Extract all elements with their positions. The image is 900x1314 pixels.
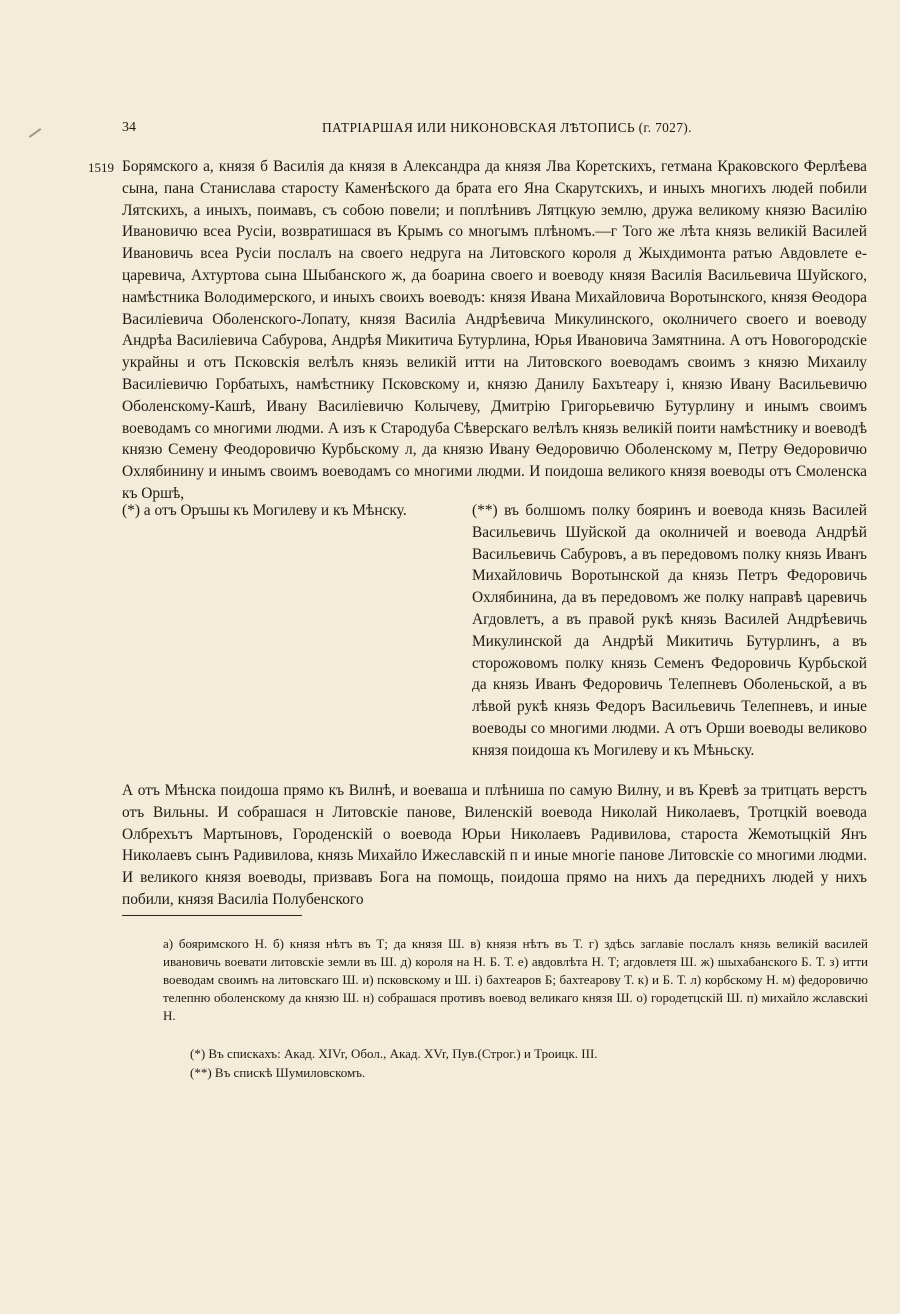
source-notes	[190, 1045, 870, 1082]
page-header	[122, 120, 860, 142]
main-paragraph: Борямского а, князя б Василія да князя в Александра да князя Лва Коретскихъ, гетмана Краковского Ферлѣева сына, пана Станислава старосту Каменѣского да брата его Яна Скарутскихъ, и иныхъ многихъ людей побили Лятскихъ, а иныхъ, поимавъ, съ собою повели; и поплѣнивъ Лятцкую землю, дружа великому князю Василію Ивановичю всеа Русіи, возвратишася въ Крымъ со многымъ плѣномъ.—г Того же лѣта князь великій Василей Ивановичь всеа Русіи послалъ на своего недруга на Литовского короля д Жыхдимонта ратью Авдовлете е-царевича, Ахтуртова сына Шыбанского ж, да боарина своего и воеводу князя Василія Васильевича Шуйского, намѣстника Володимерского, и иныхъ своихъ воеводъ: князя Ивана Михайловича Воротынского, князя Ѳеодора Василіевича Оболенского-Лопату, князя Василіа Андрѣевича Микулинского, околничего своего и воеводу Андрѣа Василіевича Сабурова, Андрѣя Микитича Бутурлина, Юрья Ивановича Замятнина. А отъ Новогородскіе украйны и отъ Псковскія велѣлъ князь великій итти на Литовского воеводамъ своимъ з князю Михаилу Василіевичю Горбатыхъ, намѣстнику Псковскому и, князю Данилу Бахътеару і, князю Ивану Васильевичю Оболенскому-Кашѣ, Ивану Василіевичю Колычеву, Дмитрію Григорьевичю Бутурлину и инымъ своимъ воеводамъ со многими людми. А изъ к Стародуба Сѣверскаго велѣлъ князь великій поити намѣстнику и воеводѣ князю Семену Феодоровичю Курбьскому л, да князю Ивану Ѳедоровичю Оболенскому м, Петру Ѳедоровичю Охлябинину и инымъ своимъ воеводамъ со многими людми. И поидоша великого князя воеводы отъ Смоленска къ Оршѣ,	[122, 158, 867, 502]
variant-left-column: (*) а отъ Оръшы къ Могилеву и къ Мѣнску.	[122, 502, 407, 519]
footnote-separator	[122, 915, 302, 916]
source-note: (*) Въ спискахъ: Акад. XIVr, Обол., Акад. XVr, Пув.(Строг.) и Троицк. III.	[190, 1046, 598, 1061]
continuation-paragraph: А отъ Мѣнска поидоша прямо къ Вилнѣ, и воеваша и плѣниша по самую Вилну, и въ Кревѣ за тритцать верстъ отъ Вильны. И собрашася н Литовскіе панове, Виленскій воевода Николай Николаевъ, Тротцкій воевода Олбрехътъ Мартыновъ, Городенскій о воевода Юрьи Николаевъ Радивилова, староста Жемотыцкій Янъ Николаевъ сынъ Радивилова, князь Михайло Ижеславскій п и иные многіе панове Литовскіе со многими людми. И великого князя воеводы, призвавъ Бога на помощь, поидоша прямо на нихъ да передниxъ людей у нихъ побили, князя Василіа Полубенского	[122, 782, 867, 908]
page-number: 34	[122, 120, 136, 135]
footnotes-apparatus: а) бояримского Н. б) князя нѣтъ въ Т; да князя Ш. в) князя нѣтъ въ Т. г) здѣсь заглавіе послалъ князь великій василей ивановичь воевати литовскіе земли въ Ш. д) короля на Н. Б. Т. е) авдовлѣта Н. Т; агдовлетя Ш. ж) шыхабанского Б. Т. з) итти воеводам своимъ на литовскаго Ш. и) псковскому и Ш. і) бахтеаров Б; бахтеарову Т. к) и Б. Т. л) корбскому Н. м) федоровичю телепню оболенскому да князю Ш. н) собрашася противъ воевод великаго князя Ш. о) городетцскій Ш. п) михайло жславскиі Н.	[163, 936, 868, 1023]
running-title: ПАТРІАРШАЯ ИЛИ НИКОНОВСКАЯ ЛѢТОПИСЬ (г. 7027).	[322, 120, 692, 135]
variant-right-column: (**) въ болшомъ полку бояринъ и воевода князь Василей Васильевичь Шуйской да околничей и воевода Андрѣй Васильевичь Сабуровъ, а въ передовомъ полку князь Иванъ Михайловичь Воротынской да князь Петръ Федоровичь Охлябинина, да въ передовомъ же полку направѣ царевичь Агдовлетъ, а въ правой рукѣ князь Василей Андрѣевичь Микулинской да Андрѣй Микитичь Бутурлинъ, а въ сторожовомъ полку князь Семенъ Федоровичь Курбьской да князь Иванъ Федоровичь Телепневъ Оболеньской, а въ лѣвой рукѣ князь Федоръ Васильевичь Телепневъ, и иные воеводы со многими людми. А отъ Орши воеводы великово князя поидоша къ Могилеву и къ Мѣньску.	[472, 502, 867, 759]
margin-mark	[29, 128, 42, 138]
year-marker: 1519	[88, 160, 114, 175]
source-note: (**) Въ спискѣ Шумиловскомъ.	[190, 1064, 366, 1080]
